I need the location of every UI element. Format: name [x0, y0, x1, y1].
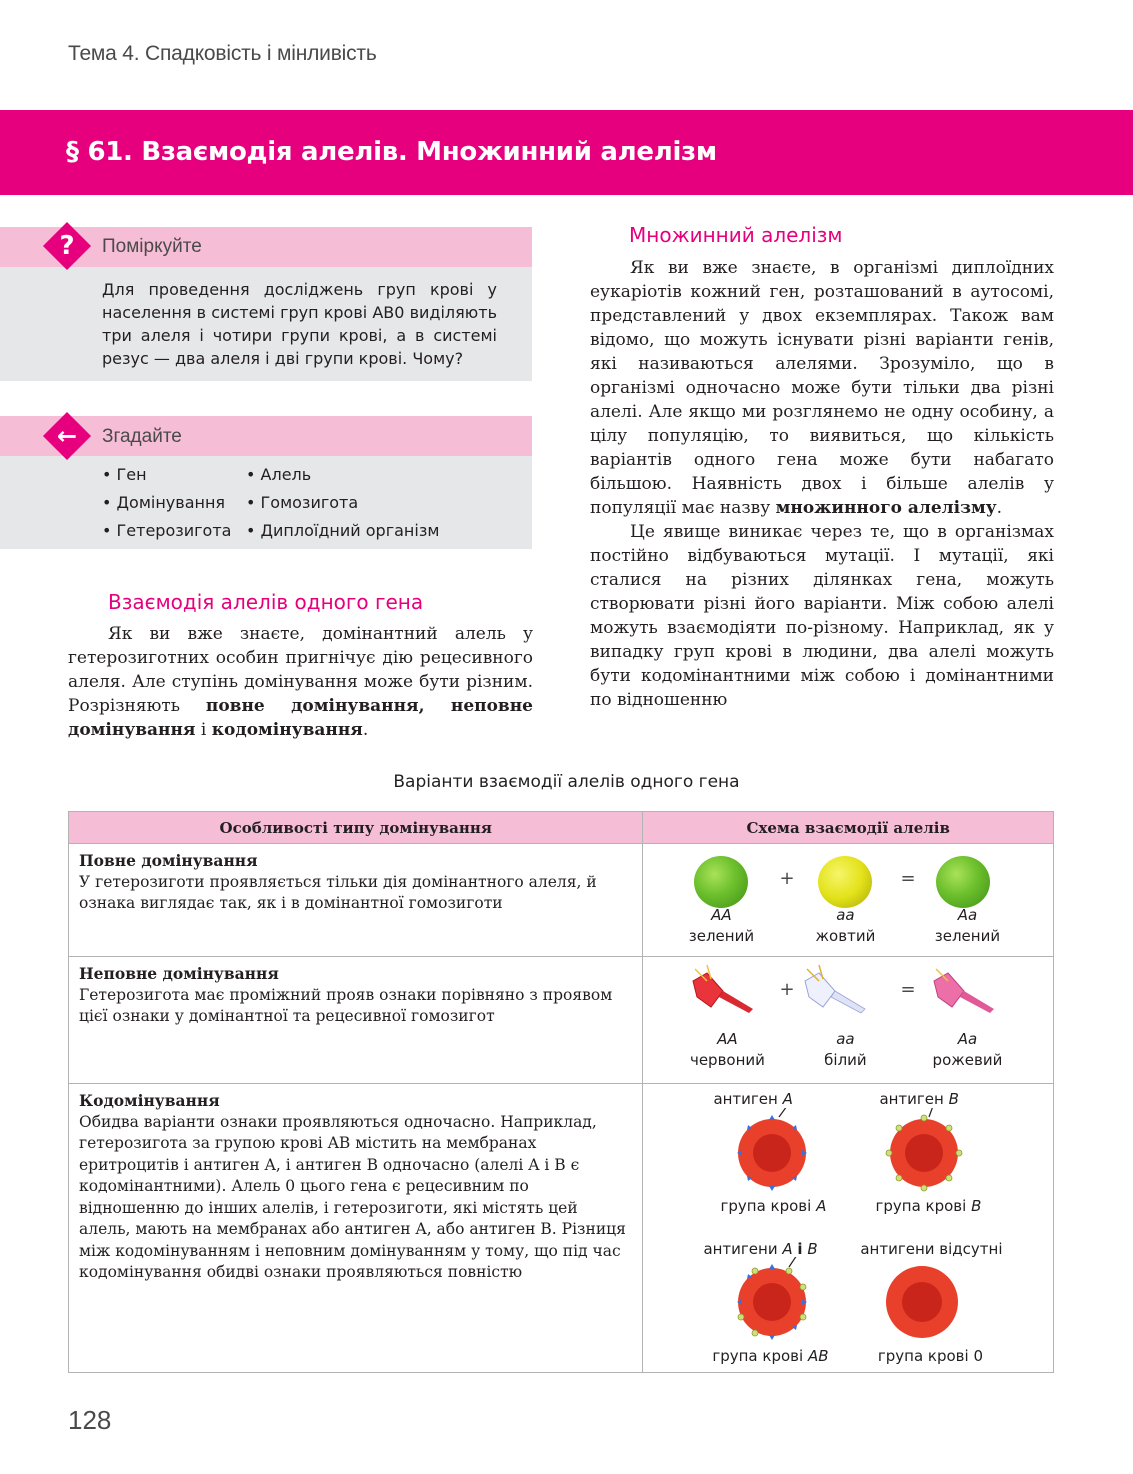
- equals-sign: =: [900, 868, 916, 889]
- antigen-label: антиген: [713, 1090, 778, 1108]
- row-description: Кодомінування Обидва варіанти ознаки проявляються одночасно. Наприклад, гетерозигота за групою крові AB містить на мембранах еритроцитів і антиген A, і антиген B одночасно (алелі A і B є кодомінантними). Алель 0 цього гена є рецесивним по відношенню до інших алелів, і гетерозиготи, які містять цей алель, мають на мембранах або антиген A, або антиген B. Різниця між кодомінуванням і неповним домінуванням у тому, що під час кодомінування обидві ознаки проявляються повністю: [69, 1084, 642, 1284]
- genotype-label: Аа: [957, 1030, 978, 1048]
- section-heading-multiple: Множинний алелізм: [629, 223, 843, 247]
- row-title: Повне домінування: [79, 851, 258, 870]
- genotype-label: АА: [717, 1030, 738, 1048]
- arrow-left-icon: ←: [56, 422, 78, 450]
- list-item: • Диплоїдний організм: [246, 521, 440, 540]
- term-codominance: кодомінування: [211, 720, 363, 740]
- table-caption: Варіанти взаємодії алелів одного гена: [393, 772, 740, 792]
- row-title: Неповне домінування: [79, 964, 279, 983]
- table-row: [69, 1084, 1054, 1373]
- recall-list-col2: [246, 461, 439, 545]
- think-box-text: Для проведення досліджень груп крові у населення в системі груп крові АВ0 виділяють три алеля і чотири групи крові, а в системі резус — два алеля і дві групи крові. Чому?: [102, 280, 497, 368]
- question-icon: ?: [59, 231, 75, 261]
- green-pea-image: [694, 856, 748, 908]
- scheme-codominance: антиген А група крові А антиген В група крові В антигени А і В група крові АВ антигени відсутні група крові 0: [643, 1084, 1053, 1372]
- list-item: • Гетерозигота: [102, 521, 232, 540]
- term-incomplete-dominance: неповне домінування: [68, 696, 533, 740]
- think-box-title: Поміркуйте: [102, 236, 202, 257]
- antigen-label: антиген: [879, 1090, 944, 1108]
- recall-box-title: Згадайте: [102, 426, 182, 447]
- red-flower-image: [687, 963, 757, 1023]
- list-item: • Ген: [102, 465, 147, 484]
- list-item: • Алель: [246, 465, 312, 484]
- row-description: Неповне домінування Гетерозигота має проміжний прояв ознаки порівняно з проявом цієї ознаки у домінантної та рецесивної гомозигот: [69, 957, 642, 1028]
- equals-sign: =: [900, 979, 916, 1000]
- green-pea-image: [936, 856, 990, 908]
- phenotype-label: білий: [824, 1051, 867, 1069]
- table-row: [69, 957, 1054, 1084]
- term-multiple-allelism: множинного алелізму: [775, 498, 997, 518]
- table-row: [69, 844, 1054, 957]
- white-flower-image: [799, 963, 869, 1023]
- recall-list-col1: [102, 461, 231, 545]
- phenotype-label: червоний: [689, 1051, 765, 1069]
- paragraph-1: Як ви вже знаєте, в організмі диплоїдних еукаріотів кожний ген, розташований в аутосомі, представлений у двох екземплярах. Також вам відомо, що можуть існувати різні варіанти генів, які називаються алелями. Зрозуміло, що в організмі одночасно може бути тільки два різні алелі. Але якщо ми розглянемо не одну особину, а цілу популяцію, то виявиться, що кількість варіантів одного гена може бути набагато більшою. Наявність двох і більше алелів у популяції має назву множинного алелізму.: [590, 258, 1054, 518]
- phenotype-label: зелений: [688, 927, 755, 945]
- multiple-allelism-text: [590, 256, 1054, 712]
- section-heading-interaction: Взаємодія алелів одного гена: [108, 590, 424, 614]
- blood-group-label: група крові: [875, 1197, 967, 1215]
- paragraph-2: Це явище виникає через те, що в організмах постійно відбуваються мутації. І мутації, які сталися на різних ділянках гена, можуть створювати різні його варіанти. Між собою алелі можуть взаємодіяти по-різному. Наприклад, як у випадку груп крові в людини, два алелі можуть бути кодомінантними між собою і домінантними по відношенню: [590, 522, 1054, 710]
- table-header-features: Особливості типу домінування: [69, 812, 643, 844]
- allele-interaction-table: [68, 811, 1054, 1373]
- phenotype-label: зелений: [934, 927, 1001, 945]
- list-item: • Домінування: [102, 493, 226, 512]
- phenotype-label: рожевий: [932, 1051, 1003, 1069]
- blood-group-label: група крові: [720, 1197, 812, 1215]
- yellow-pea-image: [818, 856, 872, 908]
- genotype-label: аа: [836, 906, 855, 924]
- paragraph-title: § 61. Взаємодія алелів. Множинний алелізм: [66, 137, 717, 167]
- red-blood-cell-ab-image: [727, 1257, 817, 1347]
- red-blood-cell-a-image: [727, 1108, 817, 1198]
- term-full-dominance: повне домінування: [205, 696, 419, 716]
- scheme-full-dominance: [643, 844, 1053, 956]
- red-blood-cell-0-image: [877, 1257, 967, 1347]
- plus-sign: +: [779, 868, 795, 889]
- row-title: Кодомінування: [79, 1091, 220, 1110]
- page-number: 128: [68, 1405, 112, 1435]
- no-antigens-label: антигени відсутні: [860, 1240, 1003, 1258]
- genotype-label: Аа: [957, 906, 978, 924]
- pink-flower-image: [928, 963, 998, 1023]
- interaction-paragraph: Як ви вже знаєте, домінантний алель у гетерозиготних особин пригнічує дію рецесивного алеля. Але ступінь домінування може бути різним. Розрізняють повне домінування, неповне домінування і кодомінування.: [68, 624, 533, 740]
- row-description: Повне домінування У гетерозиготи проявляється тільки дія домінантного алеля, й ознака виглядає так, як і в домінантної гомозиготи: [69, 844, 642, 915]
- blood-group-label: група крові: [712, 1347, 804, 1365]
- genotype-label: аа: [836, 1030, 855, 1048]
- genotype-label: АА: [711, 906, 732, 924]
- table-header-scheme: Схема взаємодії алелів: [643, 812, 1054, 844]
- plus-sign: +: [779, 979, 795, 1000]
- phenotype-label: жовтий: [815, 927, 876, 945]
- red-blood-cell-b-image: [879, 1108, 969, 1198]
- blood-group-label: група крові 0: [877, 1347, 983, 1365]
- topic-header: Тема 4. Спадковість і мінливість: [68, 42, 377, 65]
- antigen-label: антигени: [703, 1240, 778, 1258]
- scheme-incomplete-dominance: [643, 957, 1053, 1083]
- list-item: • Гомозигота: [246, 493, 359, 512]
